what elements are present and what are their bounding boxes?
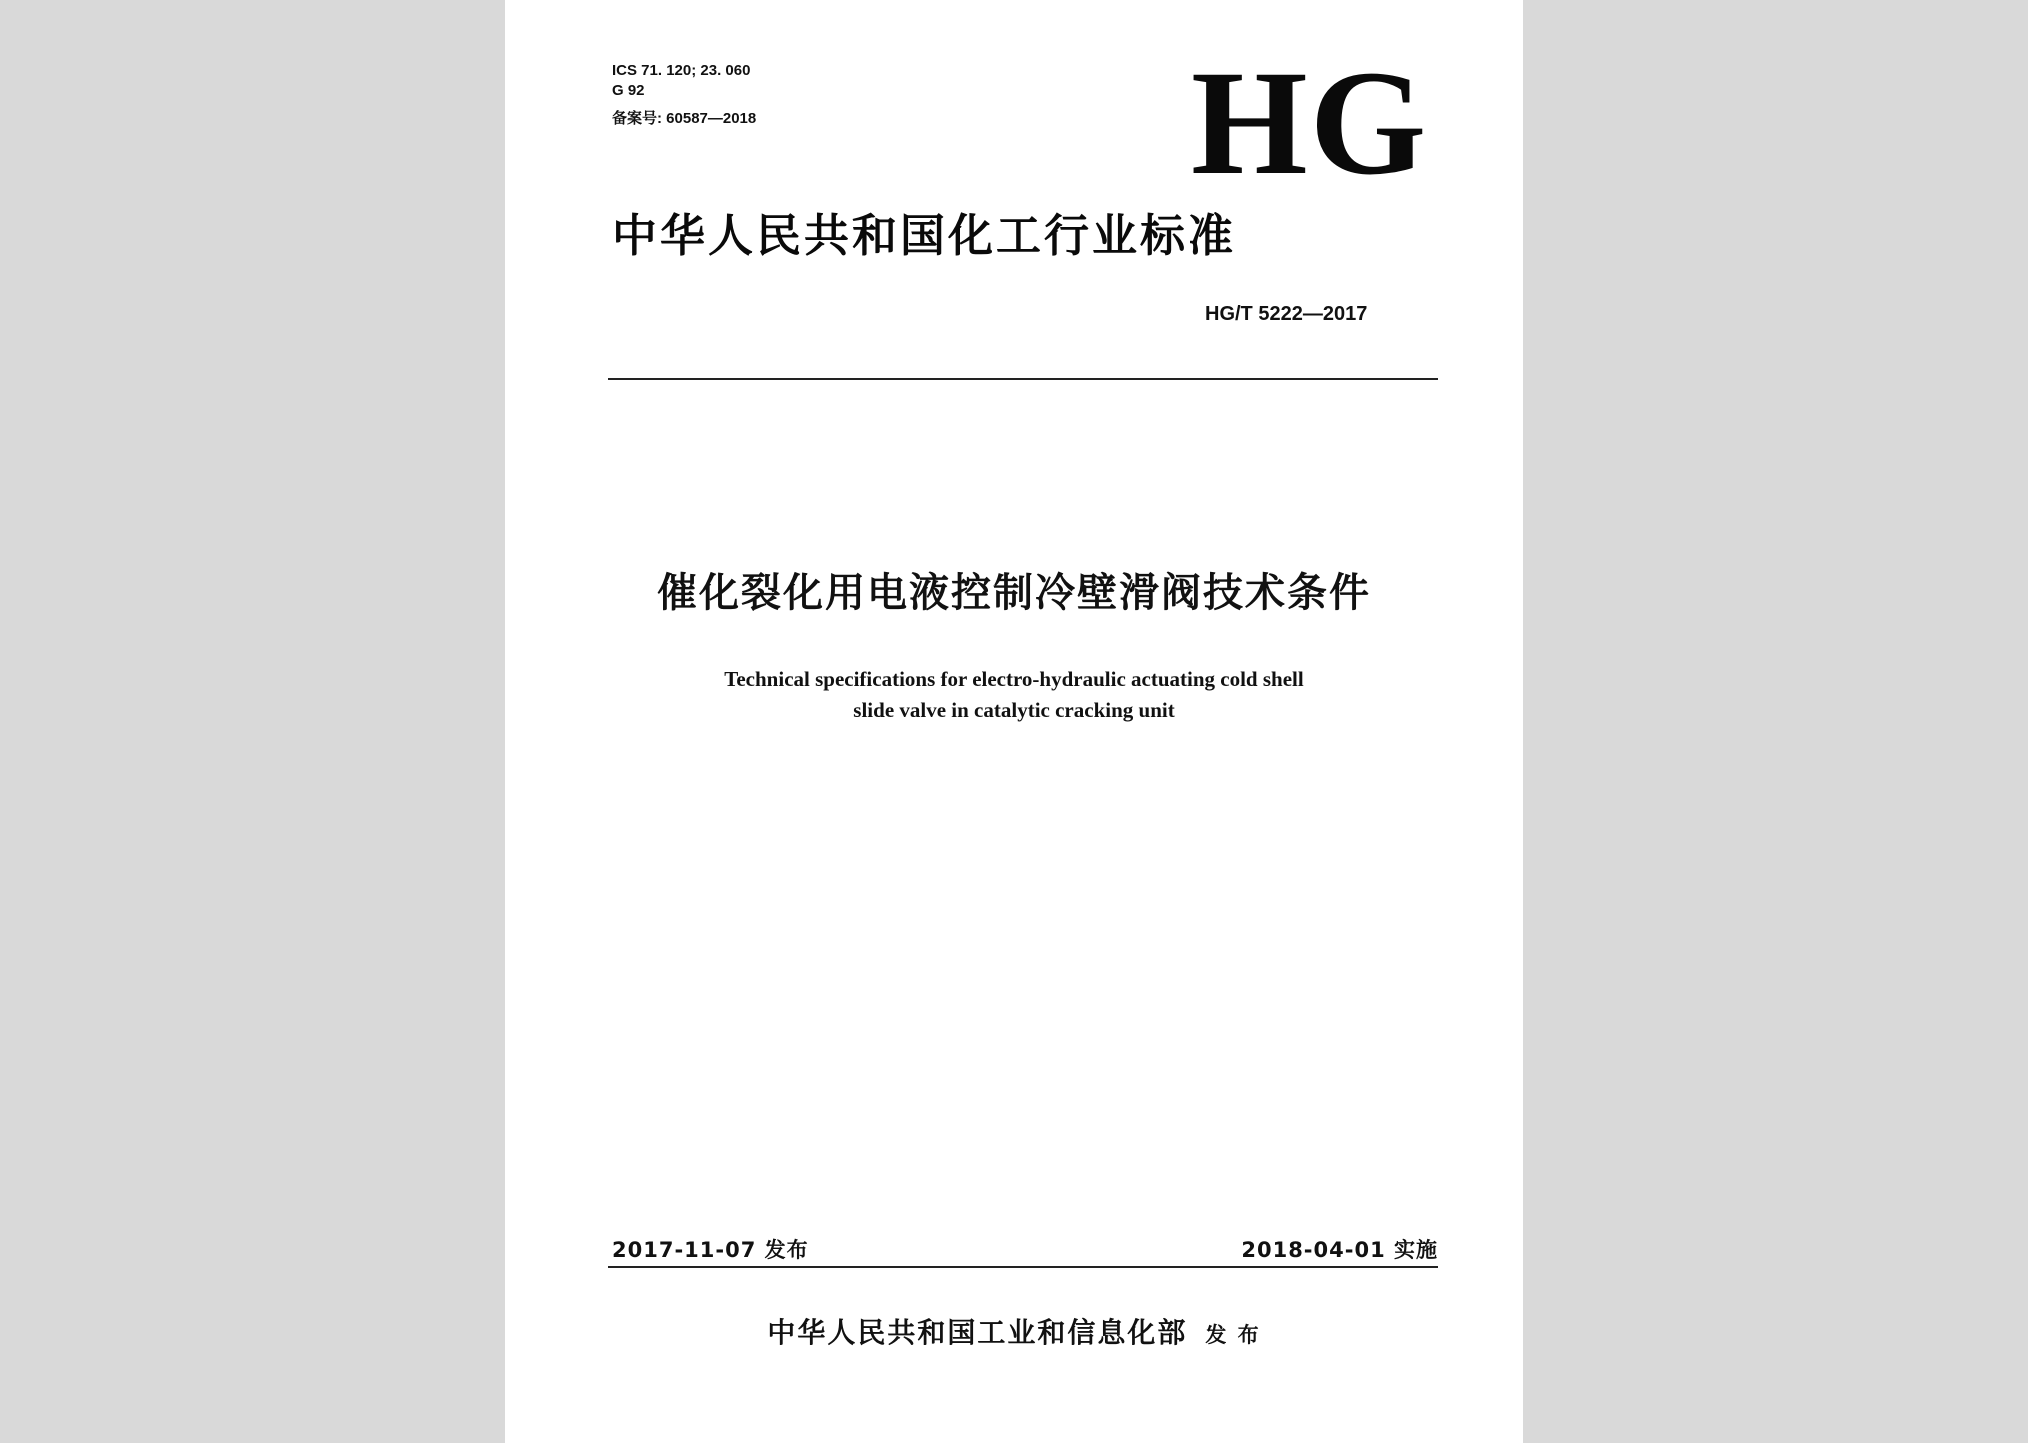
document-title-en-line2: slide valve in catalytic cracking unit bbox=[853, 698, 1175, 722]
standard-type-title: 中华人民共和国化工行业标准 bbox=[612, 209, 1237, 262]
classification-code: G 92 bbox=[612, 82, 645, 99]
implementation-date: 2018-04-01 实施 bbox=[1241, 1238, 1438, 1262]
document-cover-page bbox=[505, 0, 1523, 1443]
document-title-cn: 催化裂化用电液控制冷壁滑阀技术条件 bbox=[657, 570, 1371, 616]
record-number: 备案号: 60587—2018 bbox=[612, 110, 757, 127]
standard-code: HG/T 5222—2017 bbox=[1205, 303, 1368, 325]
issue-date: 2017-11-07 发布 bbox=[612, 1238, 809, 1262]
top-divider bbox=[608, 378, 1438, 380]
hg-logo: HG bbox=[1191, 40, 1429, 206]
bottom-divider bbox=[608, 1266, 1438, 1268]
ics-code: ICS 71. 120; 23. 060 bbox=[612, 62, 751, 79]
issuer-name: 中华人民共和国工业和信息化部 bbox=[767, 1316, 1188, 1349]
publish-label: 发 布 bbox=[1205, 1323, 1261, 1347]
document-title-en-line1: Technical specifications for electro-hydraulic actuating cold shell bbox=[724, 667, 1304, 691]
issuer-line bbox=[505, 1315, 1523, 1353]
